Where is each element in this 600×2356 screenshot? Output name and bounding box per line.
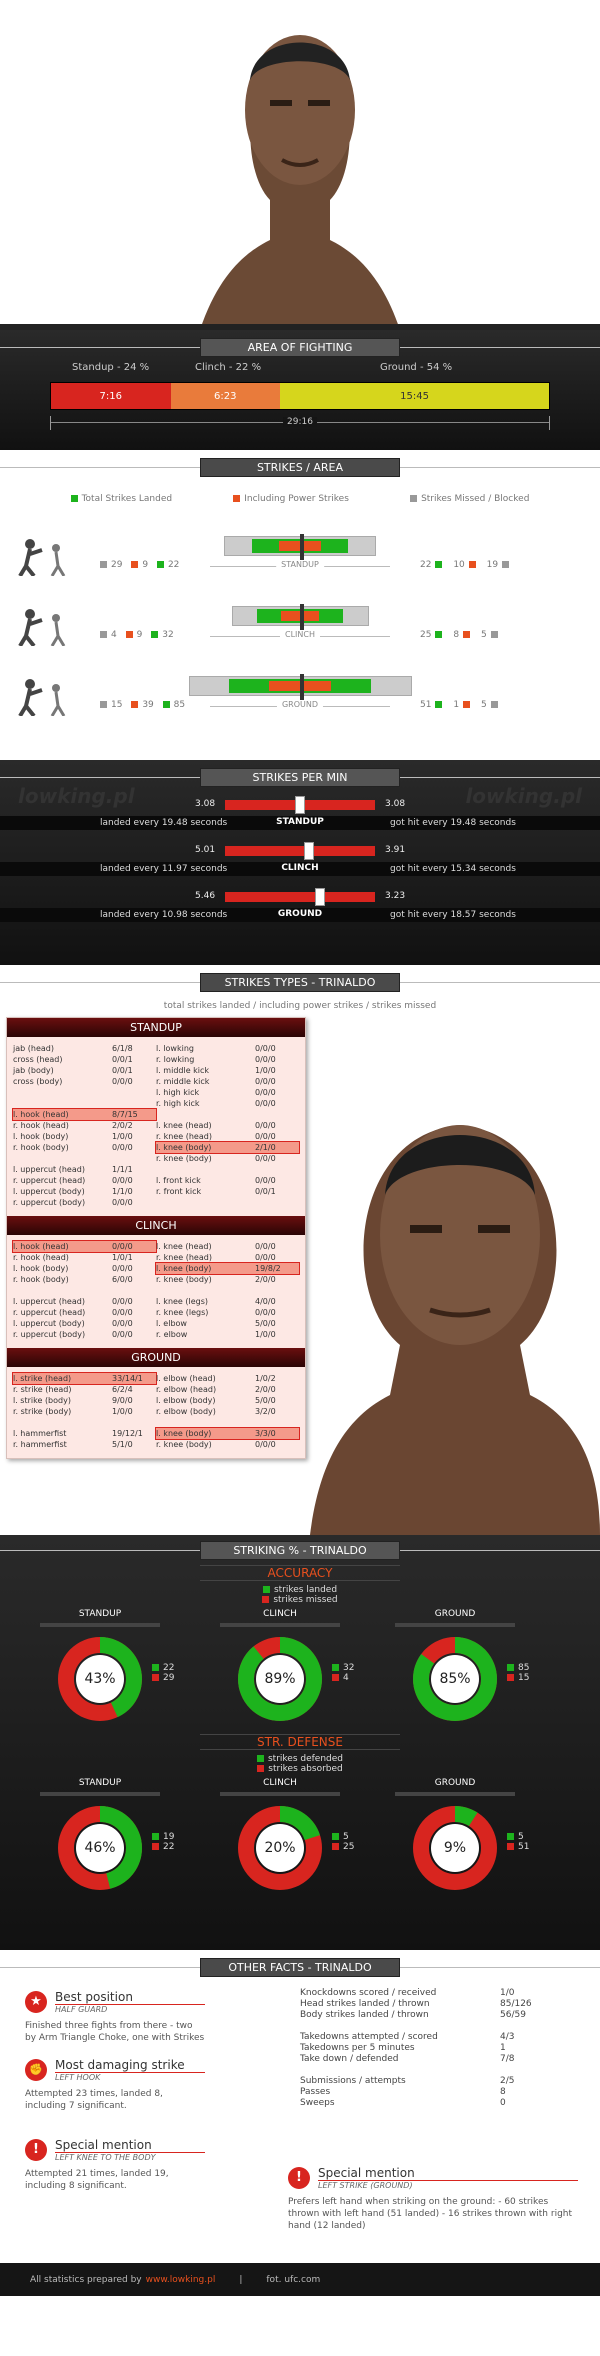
defense-title: STR. DEFENSE: [200, 1734, 400, 1750]
best-title: Best position: [55, 1990, 133, 2004]
stat-row: Takedowns attempted / scored 4/3: [300, 2032, 515, 2042]
strike-type-row: r. hammerfist 5/1/0: [13, 1440, 133, 1449]
spm-title: STRIKES PER MIN: [200, 768, 400, 787]
damaging-sub: LEFT HOOK: [55, 2072, 205, 2082]
spm-right-value: 3.91: [385, 845, 406, 855]
right-counts: 22 10 19: [420, 560, 513, 570]
donut-label: STANDUP: [78, 1778, 122, 1788]
area-seg-standup: 7:16: [51, 383, 171, 409]
strike-type-row: r. knee (legs) 0/0/0: [156, 1308, 276, 1317]
special1-block: [25, 2138, 205, 2192]
row-label: STANDUP: [276, 560, 324, 569]
watermark-right: lowking.pl: [465, 784, 582, 808]
acc-donut: [50, 1605, 180, 1730]
standup-area-label: Standup - 24 %: [72, 362, 150, 373]
strike-type-row: l. uppercut (body) 1/1/0: [13, 1187, 133, 1196]
spm-bar: [225, 892, 375, 902]
special2-title: Special mention: [318, 2166, 415, 2180]
damaging-text: Attempted 23 times, landed 8, including 7 significant.: [25, 2089, 163, 2111]
stat-row: Sweeps 0: [300, 2098, 506, 2108]
donut-pct: 85%: [439, 1671, 471, 1687]
strikes-area-row: [0, 526, 600, 596]
stat-row: Head strikes landed / thrown 85/126: [300, 1999, 532, 2009]
donut-b: 29: [163, 1673, 175, 1683]
fighter-portrait: [200, 0, 400, 330]
donut-a: 19: [163, 1832, 175, 1842]
exclamation-icon: !: [25, 2139, 47, 2161]
spm-row: [0, 794, 600, 840]
types-ground-title: GROUND: [7, 1348, 305, 1367]
strike-type-row: l. elbow (body) 5/0/0: [156, 1396, 276, 1405]
donut-pct: 20%: [264, 1840, 296, 1856]
strike-type-row: l. hook (body) 1/0/0: [13, 1132, 133, 1141]
hero-section: [0, 0, 600, 330]
fist-icon: ✊: [25, 2059, 47, 2081]
def-legend-absorbed: strikes absorbed: [268, 1764, 343, 1774]
types-subtitle: total strikes landed / including power strikes / strikes missed: [163, 1001, 437, 1011]
spm-row: [0, 886, 600, 932]
clinch-fighters-icon: [12, 606, 72, 646]
strike-type-row: l. lowking 0/0/0: [156, 1044, 276, 1053]
area-title: AREA OF FIGHTING: [200, 338, 400, 357]
strike-type-row: r. front kick 0/0/1: [156, 1187, 276, 1196]
stat-row: Knockdowns scored / received 1/0: [300, 1988, 515, 1998]
strike-type-row: r. elbow 1/0/0: [156, 1330, 276, 1339]
strike-type-row: [156, 1109, 299, 1120]
donut-a: 5: [343, 1832, 349, 1842]
strike-type-row: l. knee (body) 2/1/0: [156, 1142, 299, 1153]
strike-type-row: r. knee (head) 0/0/0: [156, 1253, 276, 1262]
left-counts: 15 39 85: [100, 700, 185, 710]
landed-swatch: [71, 495, 78, 502]
spm-hit: got hit every 15.34 seconds: [390, 864, 516, 874]
striking-title: STRIKING % - TRINALDO: [200, 1541, 400, 1560]
types-clinch-block: [7, 1216, 305, 1348]
spm-left-value: 5.46: [195, 891, 216, 901]
strike-type-row: r. strike (head) 6/2/4: [13, 1385, 133, 1394]
strikes-area-section: [0, 450, 600, 760]
spm-landed: landed every 19.48 seconds: [100, 818, 228, 828]
strike-type-row: r. lowking 0/0/0: [156, 1055, 276, 1064]
left-counts: 4 9 32: [100, 630, 174, 640]
stat-row: Passes 8: [300, 2087, 506, 2097]
strike-type-row: l. elbow 5/0/0: [156, 1319, 276, 1328]
donut-label: GROUND: [434, 1778, 476, 1788]
strike-type-row: r. hook (body) 0/0/0: [13, 1143, 133, 1152]
types-section: [0, 965, 600, 1535]
types-standup-title: STANDUP: [7, 1018, 305, 1037]
acc-donut: [230, 1605, 360, 1730]
stat-row: Takedowns per 5 minutes 1: [300, 2043, 506, 2053]
strikes-area-row: [0, 596, 600, 666]
strike-type-row: l. knee (body) 3/3/0: [156, 1428, 299, 1439]
spm-label: STANDUP: [276, 817, 324, 827]
spm-label: CLINCH: [281, 863, 319, 873]
strike-type-row: [156, 1285, 299, 1296]
strike-type-row: l. hook (head) 8/7/15: [13, 1109, 156, 1120]
area-total-time: 29:16: [283, 417, 317, 427]
watermark-left: lowking.pl: [18, 784, 135, 808]
row-label: CLINCH: [280, 630, 320, 639]
facts-section: [0, 1950, 600, 2263]
def-donut: [405, 1774, 535, 1899]
strike-type-row: l. uppercut (body) 0/0/0: [13, 1319, 133, 1328]
strike-type-row: r. strike (body) 1/0/0: [13, 1407, 133, 1416]
strike-type-row: l. knee (head) 0/0/0: [156, 1121, 276, 1130]
strike-types-panel: [6, 1017, 306, 1459]
strike-type-row: l. knee (head) 0/0/0: [156, 1242, 276, 1251]
striking-section: [0, 1535, 600, 1950]
strike-type-row: r. elbow (head) 2/0/0: [156, 1385, 276, 1394]
exclamation-icon-2: !: [288, 2167, 310, 2189]
strike-type-row: r. knee (body) 0/0/0: [156, 1440, 276, 1449]
area-seg-ground: 15:45: [280, 383, 549, 409]
strike-type-row: l. knee (legs) 4/0/0: [156, 1297, 276, 1306]
strike-type-row: l. uppercut (head) 1/1/1: [13, 1165, 133, 1174]
spm-label: GROUND: [277, 909, 323, 919]
spm-hit: got hit every 19.48 seconds: [390, 818, 516, 828]
spm-landed: landed every 11.97 seconds: [100, 864, 228, 874]
strike-bar: [232, 606, 369, 626]
spm-bar: [225, 800, 375, 810]
strike-type-row: r. elbow (body) 3/2/0: [156, 1407, 276, 1416]
clinch-area-label: Clinch - 22 %: [195, 362, 262, 373]
strike-type-row: r. uppercut (head) 0/0/0: [13, 1308, 133, 1317]
donut-a: 22: [163, 1663, 175, 1673]
missed-swatch: [410, 495, 417, 502]
special1-text: Attempted 21 times, landed 19, including 8 significant.: [25, 2169, 169, 2191]
donut-a: 85: [518, 1663, 530, 1673]
strike-type-row: l. high kick 0/0/0: [156, 1088, 276, 1097]
spm-left-value: 5.01: [195, 845, 216, 855]
donut-b: 4: [343, 1673, 349, 1683]
strike-bar: [224, 536, 376, 556]
strike-type-row: r. uppercut (body) 0/0/0: [13, 1198, 133, 1207]
types-clinch-title: CLINCH: [7, 1216, 305, 1235]
strikes-legend: [40, 494, 560, 504]
acc-legend-landed: strikes landed: [273, 1585, 338, 1595]
row-label: GROUND: [277, 700, 323, 709]
spm-hit: got hit every 18.57 seconds: [390, 910, 516, 920]
donut-b: 51: [518, 1842, 530, 1852]
footer: [0, 2263, 600, 2296]
special2-block: [288, 2166, 578, 2232]
strike-type-row: l. hammerfist 19/12/1: [13, 1429, 143, 1438]
strike-type-row: r. uppercut (head) 0/0/0: [13, 1176, 133, 1185]
stat-row: Take down / defended 7/8: [300, 2054, 515, 2064]
strike-type-row: r. hook (body) 6/0/0: [13, 1275, 133, 1284]
right-counts: 25 8 5: [420, 630, 502, 640]
donut-pct: 46%: [84, 1840, 116, 1856]
types-standup-block: [7, 1018, 305, 1216]
acc-legend-missed: strikes missed: [273, 1595, 338, 1605]
special1-sub: LEFT KNEE TO THE BODY: [55, 2152, 205, 2162]
strike-type-row: [13, 1285, 156, 1296]
strike-type-row: [156, 1164, 299, 1175]
strike-type-row: l. middle kick 1/0/0: [156, 1066, 276, 1075]
stat-row: [300, 2021, 560, 2032]
strike-type-row: r. knee (body) 0/0/0: [156, 1154, 276, 1163]
damaging-block: [25, 2058, 205, 2112]
strikes-area-row: [0, 666, 600, 736]
strike-type-row: r. high kick 0/0/0: [156, 1099, 276, 1108]
special2-text: Prefers left hand when striking on the ground: - 60 strikes thrown with left hand (51 landed) - 16 strikes thrown with right hand (12 landed): [288, 2197, 573, 2231]
def-donut: [50, 1774, 180, 1899]
donut-pct: 43%: [84, 1671, 116, 1687]
spm-bar: [225, 846, 375, 856]
strike-type-row: [156, 1417, 299, 1428]
spm-left-value: 3.08: [195, 799, 216, 809]
power-swatch: [233, 495, 240, 502]
strike-type-row: [13, 1098, 156, 1109]
donut-pct: 89%: [264, 1671, 296, 1687]
spm-right-value: 3.23: [385, 891, 406, 901]
strike-type-row: l. front kick 0/0/0: [156, 1176, 276, 1185]
strikes-area-title: STRIKES / AREA: [200, 458, 400, 477]
fighter-portrait-2: [310, 1075, 600, 1535]
area-section: [0, 330, 600, 450]
strike-type-row: l. strike (head) 33/14/1: [13, 1373, 156, 1384]
footer-brand-link[interactable]: www.lowking.pl: [145, 2274, 216, 2285]
strike-type-row: [13, 1087, 156, 1098]
best-position-block: [25, 1990, 205, 2044]
donut-label: GROUND: [434, 1609, 476, 1619]
stat-row: [300, 2065, 560, 2076]
strike-type-row: r. knee (head) 0/0/0: [156, 1132, 276, 1141]
strike-type-row: r. middle kick 0/0/0: [156, 1077, 276, 1086]
strike-type-row: r. hook (head) 2/0/2: [13, 1121, 133, 1130]
strike-type-row: l. hook (head) 0/0/0: [13, 1241, 156, 1252]
spm-section: [0, 760, 600, 965]
ground-area-label: Ground - 54 %: [380, 362, 453, 373]
spm-landed: landed every 10.98 seconds: [100, 910, 228, 920]
strike-bar: [189, 676, 412, 696]
strike-type-row: cross (body) 0/0/0: [13, 1077, 133, 1086]
spm-row: [0, 840, 600, 886]
right-counts: 51 1 5: [420, 700, 502, 710]
strike-type-row: r. knee (body) 2/0/0: [156, 1275, 276, 1284]
best-sub: HALF GUARD: [55, 2004, 205, 2014]
footer-source: fot. ufc.com: [266, 2274, 321, 2285]
donut-label: CLINCH: [263, 1609, 297, 1619]
star-icon: ★: [25, 1991, 47, 2013]
legend-power: Including Power Strikes: [233, 494, 349, 504]
legend-landed: Total Strikes Landed: [71, 494, 173, 504]
strike-type-row: jab (body) 0/0/1: [13, 1066, 133, 1075]
special2-sub: LEFT STRIKE (GROUND): [318, 2180, 578, 2190]
donut-a: 32: [343, 1663, 355, 1673]
standup-fighters-icon: [12, 536, 72, 576]
spm-right-value: 3.08: [385, 799, 406, 809]
facts-title: OTHER FACTS - TRINALDO: [200, 1958, 400, 1977]
def-donut: [230, 1774, 360, 1899]
strike-type-row: r. hook (head) 1/0/1: [13, 1253, 133, 1262]
best-text: Finished three fights from there - two by Arm Triangle Choke, one with Strikes: [25, 2021, 205, 2043]
footer-prefix: All statistics prepared by: [30, 2274, 142, 2285]
acc-donut: [405, 1605, 535, 1730]
special1-title: Special mention: [55, 2138, 152, 2152]
donut-label: STANDUP: [78, 1609, 122, 1619]
stat-row: Body strikes landed / thrown 56/59: [300, 2010, 526, 2020]
strike-type-row: l. uppercut (head) 0/0/0: [13, 1297, 133, 1306]
donut-pct: 9%: [443, 1840, 467, 1856]
donut-label: CLINCH: [263, 1778, 297, 1788]
stat-row: Submissions / attempts 2/5: [300, 2076, 515, 2086]
strike-type-row: l. knee (body) 19/8/2: [156, 1263, 299, 1274]
strike-type-row: l. strike (body) 9/0/0: [13, 1396, 133, 1405]
donut-b: 22: [163, 1842, 175, 1852]
strike-type-row: jab (head) 6/1/8: [13, 1044, 133, 1053]
donut-a: 5: [518, 1832, 524, 1842]
strike-type-row: [13, 1153, 156, 1164]
legend-missed: Strikes Missed / Blocked: [410, 494, 529, 504]
def-legend-defended: strikes defended: [267, 1754, 344, 1764]
strike-type-row: cross (head) 0/0/1: [13, 1055, 133, 1064]
donut-b: 15: [518, 1673, 530, 1683]
stats-table: [300, 1988, 560, 2109]
accuracy-title: ACCURACY: [200, 1565, 400, 1581]
ground-fighters-icon: [12, 676, 72, 716]
donut-b: 25: [343, 1842, 355, 1852]
strike-type-row: l. elbow (head) 1/0/2: [156, 1374, 276, 1383]
footer-separator: |: [239, 2274, 243, 2285]
damaging-title: Most damaging strike: [55, 2058, 185, 2072]
strike-type-row: r. uppercut (body) 0/0/0: [13, 1330, 133, 1339]
area-bar: [50, 382, 550, 410]
left-counts: 29 9 22: [100, 560, 179, 570]
strike-type-row: l. hook (body) 0/0/0: [13, 1264, 133, 1273]
types-ground-block: [7, 1348, 305, 1458]
area-seg-clinch: 6:23: [171, 383, 281, 409]
strike-type-row: [13, 1417, 156, 1428]
types-title: STRIKES TYPES - TRINALDO: [200, 973, 400, 992]
